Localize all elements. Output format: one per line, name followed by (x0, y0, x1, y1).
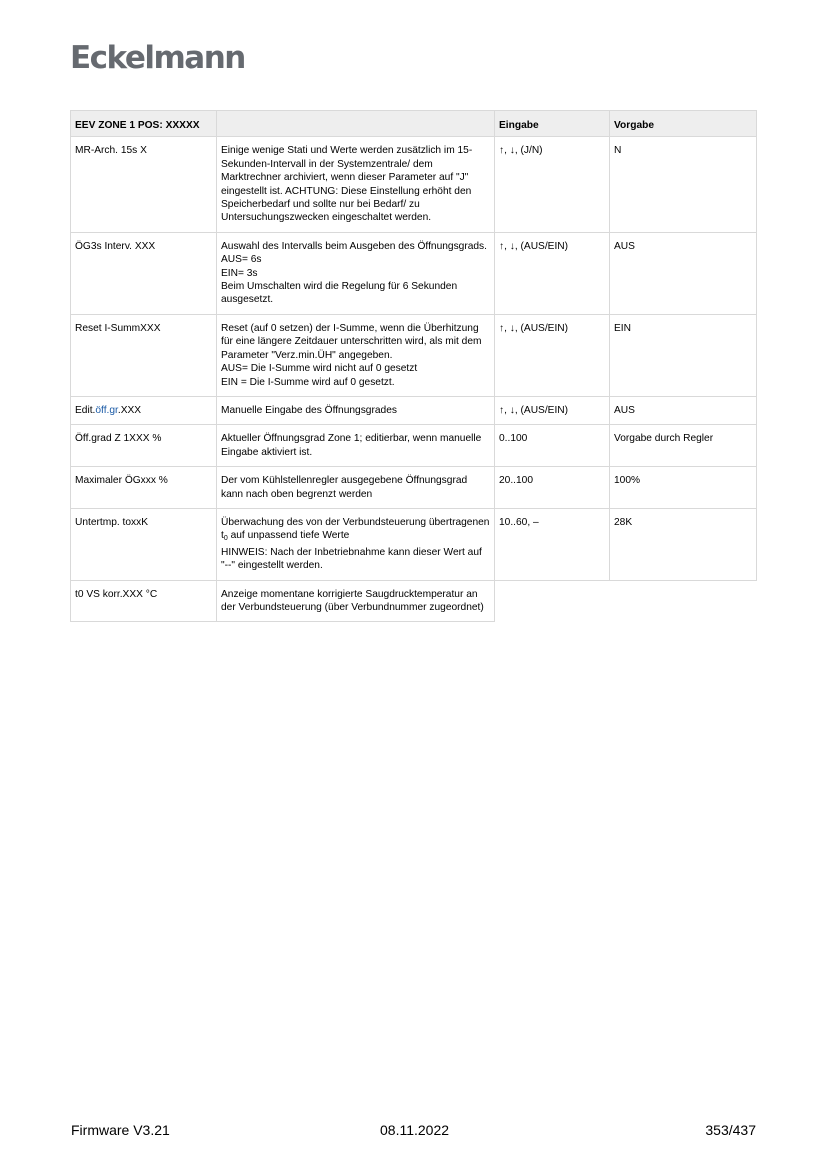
footer-firmware: Firmware V3.21 (71, 1122, 170, 1138)
header-parameter: EEV ZONE 1 POS: XXXXX (71, 111, 217, 137)
description-line: AUS= Die I-Summe wird nicht auf 0 gesetzt (221, 363, 418, 375)
cell-description (217, 314, 495, 396)
table-row (71, 314, 757, 396)
cell-default: AUS (610, 232, 757, 314)
cell-parameter: Maximaler ÖGxxx % (71, 467, 217, 509)
cell-parameter: Reset I-SummXXX (71, 314, 217, 396)
cell-description (217, 508, 495, 580)
cell-description: Manuelle Eingabe des Öffnungsgrades (217, 396, 495, 424)
header-default: Vorgabe (610, 111, 757, 137)
parameter-link[interactable]: öff.gr (95, 404, 118, 416)
cell-empty (495, 580, 610, 622)
brand-logo: Eckelmann (70, 40, 245, 76)
header-description (217, 111, 495, 137)
table-row (71, 232, 757, 314)
cell-description: Der vom Kühlstellenregler ausgegebene Öffnungsgrad kann nach oben begrenzt werden (217, 467, 495, 509)
cell-default: N (610, 137, 757, 232)
header-input: Eingabe (495, 111, 610, 137)
footer-page-number: 353/437 (705, 1122, 756, 1138)
cell-default: EIN (610, 314, 757, 396)
cell-default: 28K (610, 508, 757, 580)
description-line: Beim Umschalten wird die Regelung für 6 Sekunden ausgesetzt. (221, 281, 458, 306)
cell-input: 10..60, – (495, 508, 610, 580)
cell-input: ↑, ↓, (AUS/EIN) (495, 232, 610, 314)
cell-default: AUS (610, 396, 757, 424)
cell-default: 100% (610, 467, 757, 509)
description-note: HINWEIS: Nach der Inbetriebnahme kann dieser Wert auf "--" eingestellt werden. (221, 546, 482, 572)
parameter-suffix: .XXX (117, 404, 142, 416)
cell-input: 20..100 (495, 467, 610, 509)
cell-parameter: MR-Arch. 15s X (71, 137, 217, 232)
cell-input: ↑, ↓, (AUS/EIN) (495, 314, 610, 396)
cell-description: Aktueller Öffnungsgrad Zone 1; editierbar, wenn manuelle Eingabe aktiviert ist. (217, 425, 495, 467)
description-line (221, 516, 490, 546)
cell-input: 0..100 (495, 425, 610, 467)
cell-parameter: Untertmp. toxxK (71, 508, 217, 580)
cell-parameter: t0 VS korr.XXX °C (71, 580, 217, 622)
table-row (71, 425, 757, 467)
description-line: EIN= 3s (221, 267, 258, 279)
cell-parameter: ÖG3s Interv. XXX (71, 232, 217, 314)
description-text: auf unpassend tiefe Werte (227, 530, 350, 542)
table-row (71, 137, 757, 232)
description-line: Auswahl des Intervalls beim Ausgeben des Öffnungsgrads. (221, 240, 487, 252)
footer-date: 08.11.2022 (380, 1122, 450, 1138)
table-row (71, 467, 757, 509)
description-text: Überwachung des von der Verbundsteuerung übertragenen t (221, 516, 490, 542)
subscript: 0 (223, 535, 228, 543)
cell-empty (610, 580, 757, 622)
description-line: EIN = Die I-Summe wird auf 0 gesetzt. (221, 376, 395, 388)
parameter-prefix: Edit. (75, 404, 96, 416)
cell-input: ↑, ↓, (J/N) (495, 137, 610, 232)
table-row (71, 508, 757, 580)
cell-parameter: Öff.grad Z 1XXX % (71, 425, 217, 467)
cell-description (217, 232, 495, 314)
cell-default: Vorgabe durch Regler (610, 425, 757, 467)
cell-description: Anzeige momentane korrigierte Saugdrucktemperatur an der Verbundsteuerung (über Verbundnummer zugeordnet) (217, 580, 495, 622)
parameter-table (70, 110, 757, 622)
cell-input: ↑, ↓, (AUS/EIN) (495, 396, 610, 424)
cell-description: Einige wenige Stati und Werte werden zusätzlich im 15-Sekunden-Intervall in der Systemzentrale/ dem Marktrechner archiviert, wenn dieser Parameter auf "J" eingestellt ist. ACHTUNG: Diese Einstellung erhöht den Speicherbedarf und sollte nur bei Bedarf/ zu Untersuchungszwecken eingeschaltet werden. (217, 137, 495, 232)
description-line: Reset (auf 0 setzen) der I-Summe, wenn die Überhitzung für eine längere Zeitdauer unterschritten wird, als mit dem Parameter "Verz.min.ÜH" angegeben. (221, 322, 482, 361)
table-row (71, 396, 757, 424)
table-row (71, 580, 757, 622)
table-header-row (71, 111, 757, 137)
description-line: AUS= 6s (221, 254, 262, 266)
cell-parameter (71, 396, 217, 424)
